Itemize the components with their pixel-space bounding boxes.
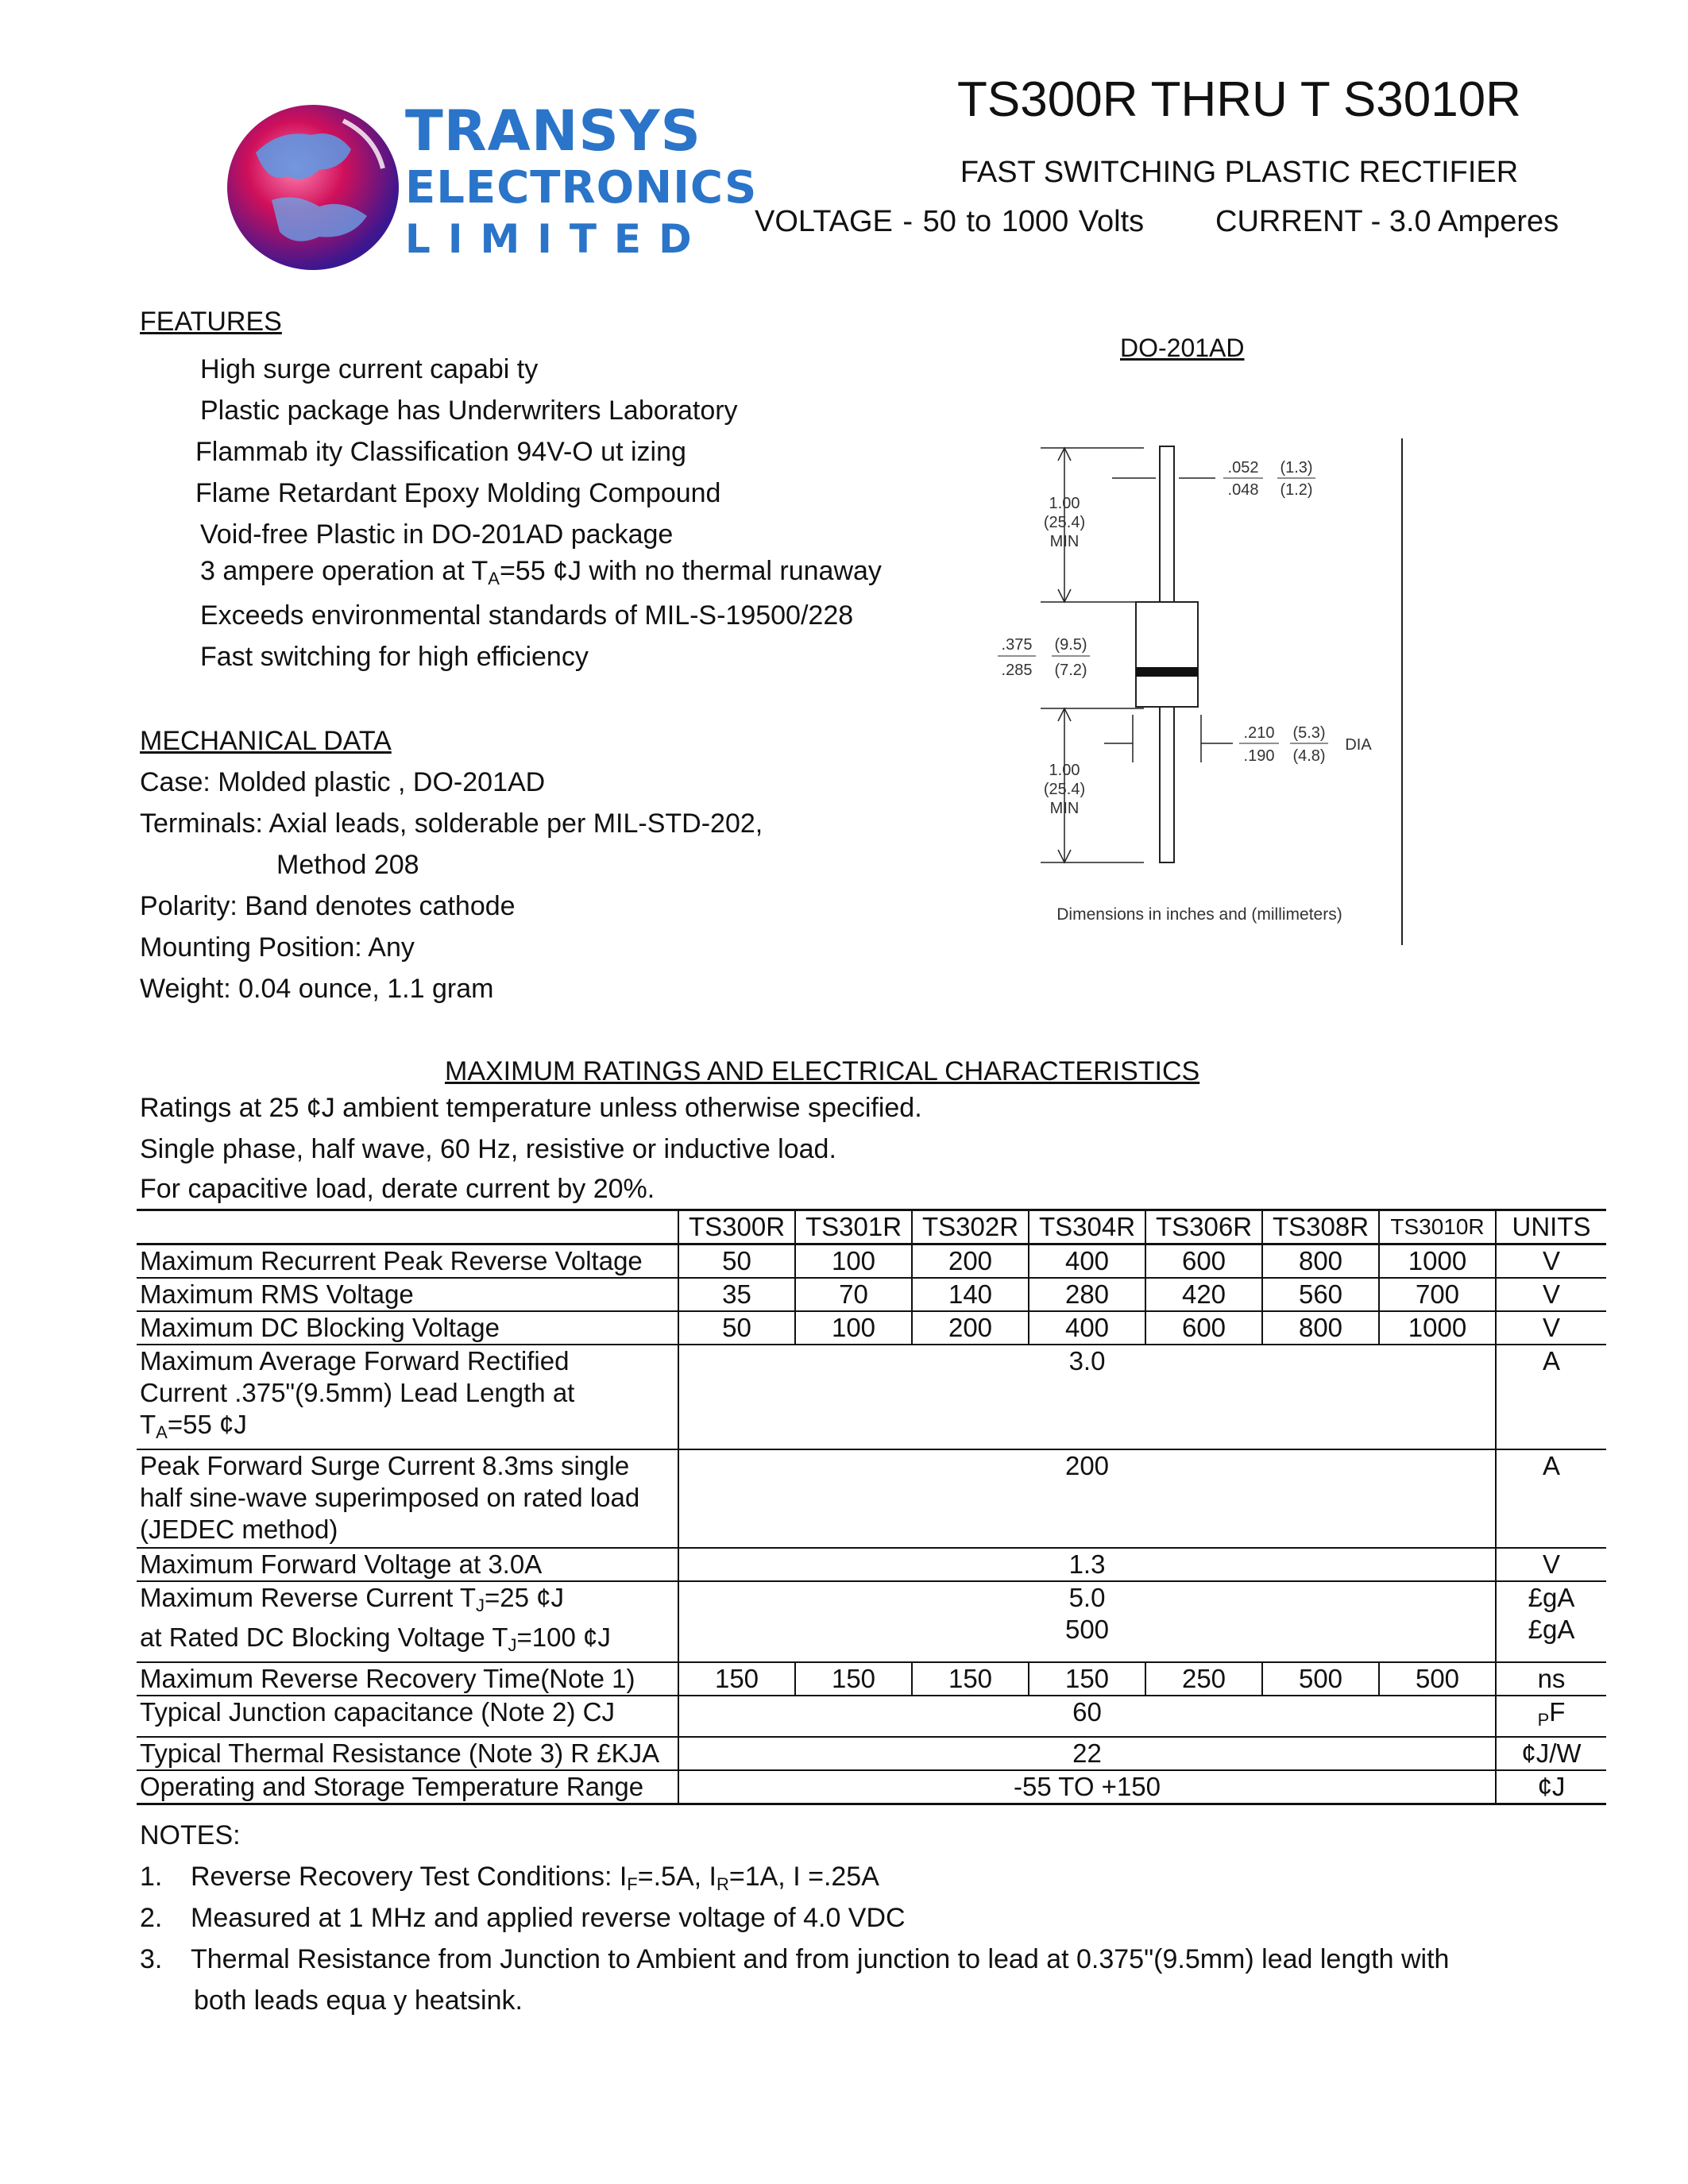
- body-length-mm-max: (9.5): [1054, 636, 1087, 654]
- param-cell: [137, 1581, 678, 1662]
- param-cell: Maximum Forward Voltage at 3.0A: [140, 1549, 543, 1579]
- header-model: TS3010R: [1379, 1210, 1496, 1244]
- param-line: (JEDEC method): [140, 1515, 338, 1544]
- features-heading: FEATURES: [140, 307, 282, 337]
- table-row: [137, 1311, 1606, 1345]
- lead-length-bottom-mm: (25.4): [1043, 781, 1086, 798]
- body-length-in-min: .285: [1001, 662, 1033, 679]
- value-cell: 560: [1262, 1278, 1379, 1311]
- header-model: TS308R: [1262, 1210, 1379, 1244]
- value-cell: 200: [912, 1311, 1029, 1345]
- param-cell: Maximum RMS Voltage: [140, 1279, 414, 1309]
- param-cell: Maximum Recurrent Peak Reverse Voltage: [140, 1246, 643, 1275]
- param-cell: Maximum Reverse Recovery Time(Note 1): [140, 1664, 635, 1693]
- value-cell: 700: [1379, 1278, 1496, 1311]
- note-number: 2.: [140, 1903, 163, 1933]
- globe-icon: [224, 97, 407, 278]
- value-cell: 60: [678, 1696, 1496, 1737]
- lead-dia-mm-max: (1.3): [1280, 459, 1313, 477]
- table-row: [137, 1244, 1606, 1279]
- param-cell: Typical Thermal Resistance (Note 3) R £KJA: [140, 1738, 660, 1768]
- logo-line-1: TRANSYS: [405, 98, 701, 164]
- lead-top: [1160, 446, 1174, 602]
- diode-body: [1136, 602, 1198, 707]
- param-line: Maximum Average Forward Rectified: [140, 1346, 570, 1376]
- param-line: at Rated DC Blocking Voltage $T_J=100$ ¢J: [140, 1623, 611, 1655]
- unit-cell: ¢J: [1496, 1770, 1606, 1804]
- table-row: [137, 1737, 1606, 1770]
- lead-length-bottom-min: MIN: [1049, 800, 1080, 817]
- value-cell: 150: [912, 1662, 1029, 1696]
- value-cell: 140: [912, 1278, 1029, 1311]
- value-cell: 250: [1145, 1662, 1262, 1696]
- note-text: Measured at 1 MHz and applied reverse voltage of 4.0 VDC: [191, 1903, 906, 1933]
- value-cell: 280: [1029, 1278, 1145, 1311]
- value-cell: 200: [912, 1244, 1029, 1279]
- table-row: [137, 1449, 1606, 1548]
- lead-length-bottom: 1.00: [1049, 762, 1080, 779]
- page-title: TS300R THRU T S3010R: [957, 72, 1521, 127]
- logo-line-2: ELECTRONICS: [405, 162, 758, 214]
- mechanical-heading: MECHANICAL DATA: [140, 726, 392, 756]
- value-cell: 150: [795, 1662, 912, 1696]
- header-model: TS304R: [1029, 1210, 1145, 1244]
- voltage-rating: VOLTAGE - 50 to 1000 Volts: [755, 205, 1145, 238]
- feature-item: High surge current capabi ty: [200, 354, 539, 384]
- unit-cell: £gA £gA: [1496, 1581, 1606, 1662]
- table-header-row: [137, 1210, 1606, 1244]
- ratings-heading: MAXIMUM RATINGS AND ELECTRICAL CHARACTERISTICS: [445, 1056, 1200, 1086]
- param-line: Maximum Reverse Current $T_J=25$ ¢J: [140, 1583, 564, 1615]
- body-dia-mm-max: (5.3): [1292, 724, 1326, 742]
- mechanical-line: Polarity: Band denotes cathode: [140, 891, 516, 921]
- value-cell: 200: [678, 1449, 1496, 1548]
- param-cell: [137, 1449, 678, 1548]
- header-model: TS306R: [1145, 1210, 1262, 1244]
- body-dia-in-max: .210: [1243, 724, 1275, 742]
- ratings-table: [137, 1209, 1606, 1805]
- notes-heading: NOTES:: [140, 1820, 241, 1850]
- value-cell: 600: [1145, 1311, 1262, 1345]
- header-model: TS300R: [678, 1210, 795, 1244]
- value-cell: 400: [1029, 1311, 1145, 1345]
- cathode-band: [1136, 667, 1198, 677]
- body-dia-in-min: .190: [1243, 747, 1275, 765]
- value-cell: 50: [678, 1244, 795, 1279]
- feature-item: Flame Retardant Epoxy Molding Compound: [195, 478, 721, 508]
- value-cell: 35: [678, 1278, 795, 1311]
- table-row: [137, 1581, 1606, 1662]
- table-row: [137, 1548, 1606, 1581]
- dia-label: DIA: [1345, 736, 1372, 754]
- value-cell: 22: [678, 1737, 1496, 1770]
- feature-item: Fast switching for high efficiency: [200, 642, 589, 672]
- lead-length-top-mm: (25.4): [1043, 514, 1086, 531]
- note-number: 1.: [140, 1862, 163, 1892]
- table-row: [137, 1770, 1606, 1804]
- value-cell: 100: [795, 1311, 912, 1345]
- param-line: $T_A=55$ ¢J: [140, 1410, 247, 1442]
- lead-bottom: [1160, 707, 1174, 862]
- lead-dia-in-min: .048: [1227, 481, 1259, 499]
- feature-item: Void-free Plastic in DO-201AD package: [200, 519, 674, 550]
- lead-dia-in-max: .052: [1227, 459, 1259, 477]
- mechanical-line: Mounting Position: Any: [140, 932, 415, 963]
- header-model: TS302R: [912, 1210, 1029, 1244]
- table-row: [137, 1696, 1606, 1737]
- package-label: DO-201AD: [1120, 334, 1245, 362]
- param-cell: [137, 1345, 678, 1449]
- package-outline-diagram: [985, 429, 1414, 953]
- param-line: half sine-wave superimposed on rated load: [140, 1483, 640, 1512]
- value-cell: 500: [1262, 1662, 1379, 1696]
- note-text-continued: both leads equa y heatsink.: [194, 1985, 523, 2016]
- feature-item-thermal: 3 ampere operation at $T_A=55$ ¢J with no thermal runaway: [200, 556, 882, 588]
- mechanical-line: Terminals: Axial leads, solderable per MIL-STD-202,: [140, 808, 763, 839]
- logo-line-3: LIMITED: [405, 216, 709, 262]
- value-cell: 800: [1262, 1244, 1379, 1279]
- header-units: UNITS: [1496, 1210, 1606, 1244]
- value-cell: 1000: [1379, 1244, 1496, 1279]
- body-dia-mm-min: (4.8): [1292, 747, 1326, 765]
- unit-cell: $_P$F: [1496, 1696, 1606, 1737]
- condition-line: Single phase, half wave, 60 Hz, resistive or inductive load.: [140, 1134, 836, 1164]
- value-cell: 1000: [1379, 1311, 1496, 1345]
- value-cell: 70: [795, 1278, 912, 1311]
- value-cell: 400: [1029, 1244, 1145, 1279]
- param-cell: Typical Junction capacitance (Note 2) CJ: [140, 1697, 615, 1727]
- header-model: TS301R: [795, 1210, 912, 1244]
- param-cell: Maximum DC Blocking Voltage: [140, 1313, 500, 1342]
- body-length-mm-min: (7.2): [1054, 662, 1087, 679]
- note-number: 3.: [140, 1944, 163, 1974]
- value-cell: 3.0: [678, 1345, 1496, 1449]
- value-cell: 5.0 500: [678, 1581, 1496, 1662]
- lead-length-top-min: MIN: [1049, 533, 1080, 550]
- table-row: [137, 1662, 1606, 1696]
- value-cell: 150: [1029, 1662, 1145, 1696]
- unit-cell: A: [1496, 1449, 1606, 1548]
- unit-cell: ¢J/W: [1496, 1737, 1606, 1770]
- value-cell: 420: [1145, 1278, 1262, 1311]
- feature-item: Exceeds environmental standards of MIL-S-19500/228: [200, 600, 854, 631]
- unit-cell: ns: [1496, 1662, 1606, 1696]
- param-line: Current .375"(9.5mm) Lead Length at: [140, 1378, 575, 1407]
- mechanical-line: Weight: 0.04 ounce, 1.1 gram: [140, 974, 494, 1004]
- note-text: Thermal Resistance from Junction to Ambient and from junction to lead at 0.375"(9.5mm) lead length with: [191, 1944, 1450, 1974]
- value-cell: 500: [1379, 1662, 1496, 1696]
- header-param: [137, 1210, 678, 1244]
- feature-item: Flammab ity Classification 94V-O ut izing: [195, 437, 686, 467]
- condition-line: Ratings at 25 ¢J ambient temperature unless otherwise specified.: [140, 1093, 922, 1123]
- value-cell: 150: [678, 1662, 795, 1696]
- value-cell: 1.3: [678, 1548, 1496, 1581]
- lead-dia-mm-min: (1.2): [1280, 481, 1313, 499]
- table-row: [137, 1345, 1606, 1449]
- param-cell: Operating and Storage Temperature Range: [140, 1772, 644, 1801]
- mechanical-line: Case: Molded plastic , DO-201AD: [140, 767, 546, 797]
- value-cell: -55 TO +150: [678, 1770, 1496, 1804]
- current-rating: CURRENT - 3.0 Amperes: [1215, 205, 1559, 238]
- diagram-caption: Dimensions in inches and (millimeters): [1056, 905, 1342, 924]
- lead-length-top: 1.00: [1049, 495, 1080, 512]
- value-cell: 600: [1145, 1244, 1262, 1279]
- value-cell: 800: [1262, 1311, 1379, 1345]
- condition-line: For capacitive load, derate current by 20%.: [140, 1174, 655, 1204]
- company-logo: [224, 97, 758, 278]
- table-row: [137, 1278, 1606, 1311]
- value-cell: 100: [795, 1244, 912, 1279]
- unit-cell: V: [1496, 1311, 1606, 1345]
- unit-cell: A: [1496, 1345, 1606, 1449]
- param-line: Peak Forward Surge Current 8.3ms single: [140, 1451, 630, 1480]
- unit-cell: V: [1496, 1278, 1606, 1311]
- body-length-in-max: .375: [1001, 636, 1033, 654]
- feature-item: Plastic package has Underwriters Laboratory: [200, 396, 738, 426]
- page-subtitle: FAST SWITCHING PLASTIC RECTIFIER: [960, 156, 1519, 189]
- unit-cell: V: [1496, 1548, 1606, 1581]
- note-text: Reverse Recovery Test Conditions: $I_F=.5A$, $I_R=1A$, I =.25A: [191, 1862, 879, 1894]
- value-cell: 50: [678, 1311, 795, 1345]
- mechanical-line: Method 208: [276, 850, 419, 880]
- unit-cell: V: [1496, 1244, 1606, 1279]
